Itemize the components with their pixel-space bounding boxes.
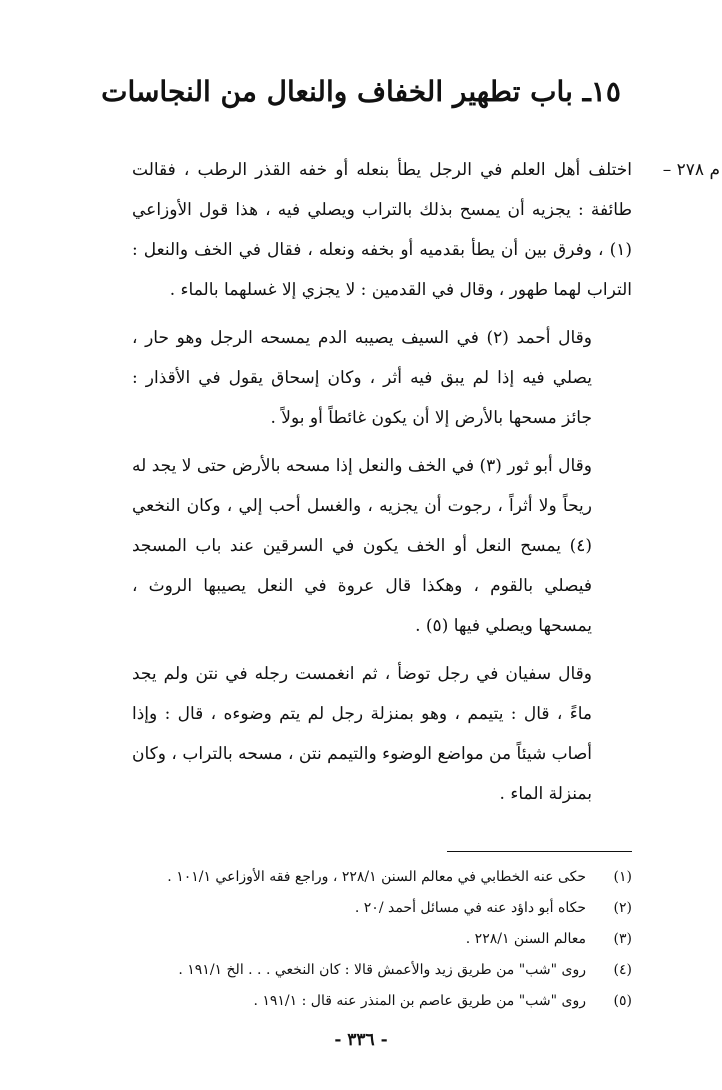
- paragraph-text: اختلف أهل العلم في الرجل يطأ بنعله أو خفه القذر الرطب ، فقالت طائفة : يجزيه أن يمسح بذلك بالتراب ويصلي فيه ، هذا قول الأوزاعي (١) ، وفرق بين أن يطأ بقدميه أو بخفه ونعله ، فقال في الخف والنعل : التراب لهما طهور ، وقال في القدمين : لا يجزي إلا غسلهما بالماء .: [132, 160, 632, 300]
- footnote-number: (٥): [613, 993, 632, 1009]
- footnote-text: حكى عنه الخطابي في معالم السنن ٢٢٨/١ ، وراجع فقه الأوزاعي ١٠١/١ .: [167, 869, 586, 885]
- issue-number-marker: م ٢٧٨ –: [662, 160, 720, 180]
- footnote-text: روى "شب" من طريق زيد والأعمش قالا : كان النخعي . . . الخ ١٩١/١ .: [178, 962, 586, 978]
- paragraph-278: [132, 150, 720, 310]
- footnote-text: معالم السنن ٢٢٨/١ .: [465, 931, 586, 947]
- footnote-number: (٣): [613, 931, 632, 947]
- footnote: [112, 924, 632, 955]
- footnote-number: (١): [613, 869, 632, 885]
- paragraph-ahmad: وقال أحمد (٢) في السيف يصيبه الدم يمسحه الرجل وهو حار ، يصلي فيه إذا لم يبق فيه أثر ، وكان إسحاق يقول في الأقذار : جائز مسحها بالأرض إلا أن يكون غائطاً أو بولاً .: [132, 328, 592, 428]
- footnote-number: (٢): [613, 900, 632, 916]
- footnote: [112, 986, 632, 1017]
- page-number: - ٣٣٦ -: [334, 1030, 388, 1050]
- main-text: [132, 150, 720, 822]
- footnote-text: حكاه أبو داؤد عنه في مسائل أحمد /٢٠ .: [354, 900, 586, 916]
- paragraph-abu-thawr: وقال أبو ثور (٣) في الخف والنعل إذا مسحه بالأرض حتى لا يجد له ريحاً ولا أثراً ، رجوت أن يجزيه ، والغسل أحب إلي ، وكان النخعي (٤) يمسح النعل أو الخف يكون في السرقين عند باب المسجد فيصلي بالقوم ، وهكذا قال عروة في النعل يصيبها الروث ، يمسحها ويصلي فيها (٥) .: [132, 456, 592, 636]
- chapter-title: ١٥ـ باب تطهير الخفاف والنعال من النجاسات: [101, 75, 621, 108]
- footnote-text: روى "شب" من طريق عاصم بن المنذر عنه قال : ١٩١/١ .: [253, 993, 586, 1009]
- paragraph-sufyan: وقال سفيان في رجل توضأ ، ثم انغمست رجله في نتن ولم يجد ماءً ، قال : يتيمم ، وهو بمنزلة رجل لم يتم وضوءه ، قال : وإذا أصاب شيئاً من مواضع الوضوء والتيمم نتن ، مسحه بالتراب ، وكان بمنزلة الماء .: [132, 664, 592, 804]
- footnote: [112, 955, 632, 986]
- footnote: [112, 893, 632, 924]
- footnotes-list: [112, 862, 632, 1017]
- footnote-divider: [447, 851, 632, 852]
- footnote-number: (٤): [613, 962, 632, 978]
- footnote: [112, 862, 632, 893]
